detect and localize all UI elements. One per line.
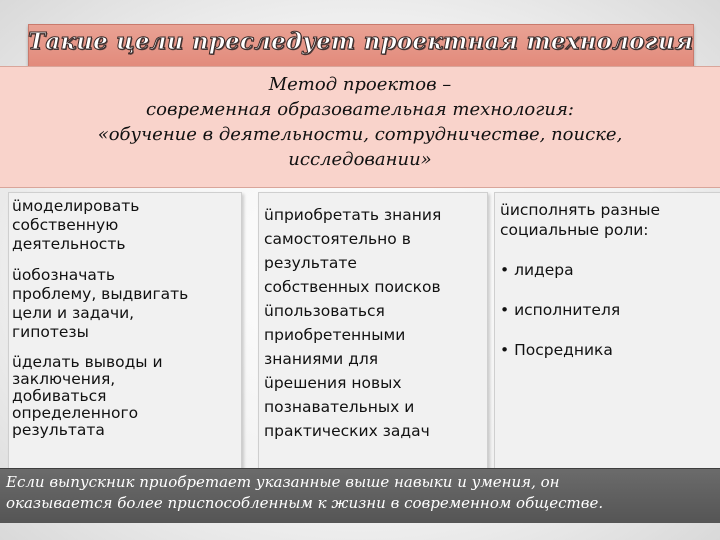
check-icon: ü xyxy=(500,201,510,219)
item-line: определенного xyxy=(12,404,139,422)
item-line: самостоятельно в xyxy=(264,230,411,248)
list-item xyxy=(12,266,240,342)
column-1-text xyxy=(12,197,240,439)
method-line-1: Метод проектов – xyxy=(268,74,452,95)
slide-title: Такие цели преследует проектная технология xyxy=(28,28,694,55)
list-item xyxy=(264,371,486,443)
check-icon: ü xyxy=(264,374,274,392)
list-item xyxy=(12,197,240,254)
item-line: деятельность xyxy=(12,235,126,253)
check-icon: ü xyxy=(12,197,22,215)
check-icon: ü xyxy=(264,302,274,320)
item-line: приобретать знания xyxy=(273,206,442,224)
item-line: практических задач xyxy=(264,422,430,440)
item-line: заключения, xyxy=(12,370,116,388)
column-2-text xyxy=(264,203,486,443)
footer-line-1: Если выпускник приобретает указанные выше навыки и умения, он xyxy=(6,473,560,491)
column-3-text xyxy=(500,200,718,360)
list-item xyxy=(264,203,486,299)
item-line: моделировать xyxy=(21,197,140,215)
item-line: добиваться xyxy=(12,387,107,405)
footer-line-2: оказывается более приспособленным к жизни в современном обществе. xyxy=(6,494,604,512)
method-description xyxy=(0,72,720,172)
roles-heading xyxy=(500,200,718,240)
item-line: социальные роли: xyxy=(500,221,649,239)
item-line: собственную xyxy=(12,216,119,234)
item-line: проблему, выдвигать xyxy=(12,285,189,303)
method-line-4: исследовании» xyxy=(288,149,432,170)
item-line: результате xyxy=(264,254,357,272)
check-icon: ü xyxy=(264,206,274,224)
item-line: знаниями для xyxy=(264,350,379,368)
item-line: приобретенными xyxy=(264,326,406,344)
list-item: • Посредника xyxy=(500,341,613,359)
list-item xyxy=(12,354,240,439)
item-line: делать выводы и xyxy=(21,353,163,371)
method-line-3: «обучение в деятельности, сотрудничестве, поиске, xyxy=(97,124,623,145)
list-item: • лидера xyxy=(500,261,574,279)
item-line: исполнять разные xyxy=(509,201,660,219)
item-line: познавательных и xyxy=(264,398,415,416)
item-line: пользоваться xyxy=(273,302,385,320)
check-icon: ü xyxy=(12,266,22,284)
list-item xyxy=(264,299,486,371)
footer-conclusion xyxy=(6,472,714,514)
check-icon: ü xyxy=(12,353,22,371)
item-line: обозначать xyxy=(21,266,116,284)
item-line: цели и задачи, xyxy=(12,304,135,322)
item-line: собственных поисков xyxy=(264,278,441,296)
item-line: результата xyxy=(12,421,105,439)
item-line: решения новых xyxy=(273,374,402,392)
method-line-2: современная образовательная технология: xyxy=(146,99,574,120)
list-item: • исполнителя xyxy=(500,301,621,319)
item-line: гипотезы xyxy=(12,323,89,341)
